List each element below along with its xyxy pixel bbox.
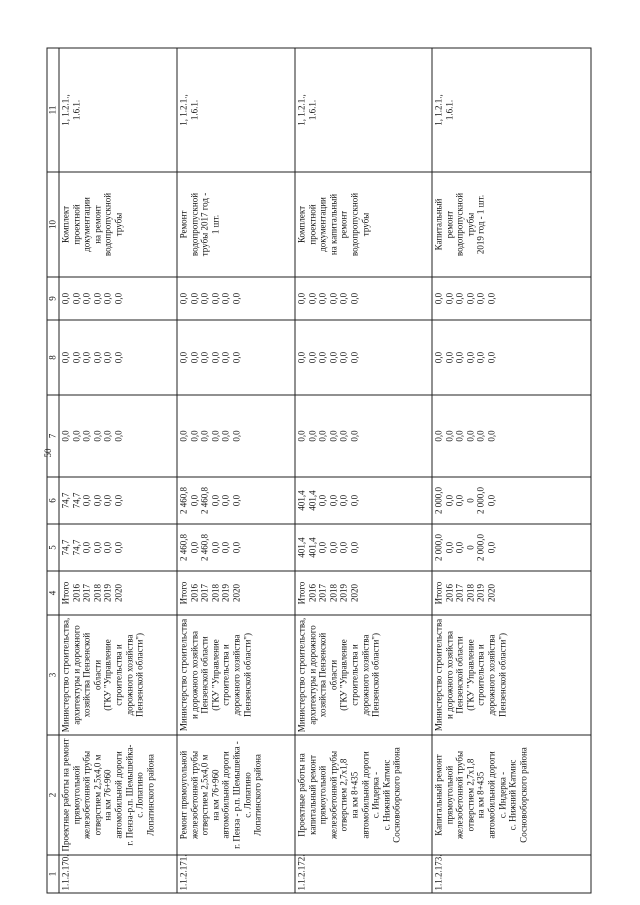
table-row [177,48,295,893]
header-cell: 4 [47,571,59,615]
table-row [432,48,591,893]
row-col5: 401,4 401,4 0,0 0,0 0,0 0,0 [295,524,432,571]
row-result: Капитальный ремонт водопропускной трубы 2019 год - 1 шт. [432,172,591,277]
row-executor: Министерство строительства и дорожного хозяйства Пензенской области (ГКУ "Управление строительства и дорожного хозяйства Пензенской области") [432,615,591,735]
header-cell: 5 [47,524,59,571]
row-ref: 1, 1.2.1., 1.6.1. [59,48,177,172]
row-years: Итого 2016 2017 2018 2019 2020 [432,571,591,615]
row-col6: 74,7 74,7 0,0 0,0 0,0 0,0 [59,477,177,524]
row-executor: Министерство строительства, архитектуры и дорожного хозяйства Пензенской области (ГКУ "Управление строительства и дорожного хозяйства Пензенской области") [59,615,177,735]
row-code: 1.1.2.172. [295,855,432,893]
header-cell: 6 [47,477,59,524]
row-col9: 0,0 0,0 0,0 0,0 0,0 0,0 [177,277,295,320]
row-result: Комплект проектной документации на ремонт водопропускной трубы [59,172,177,277]
row-code: 1.1.2.170. [59,855,177,893]
row-years: Итого 2016 2017 2018 2019 2020 [295,571,432,615]
header-cell: 10 [47,172,59,277]
row-col9: 0,0 0,0 0,0 0,0 0,0 0,0 [59,277,177,320]
row-years: Итого 2016 2017 2018 2019 2020 [177,571,295,615]
header-cell: 7 [47,395,59,477]
row-col5: 2 460,8 0,0 2 460,8 0,0 0,0 0,0 [177,524,295,571]
header-row [47,48,59,893]
row-col8: 0,0 0,0 0,0 0,0 0,0 0,0 [432,320,591,395]
row-col7: 0,0 0,0 0,0 0,0 0,0 0,0 [432,395,591,477]
row-col5: 74,7 74,7 0,0 0,0 0,0 0,0 [59,524,177,571]
row-name: Капитальный ремонт прямоугольной железобетонной трубы отверстием 2,7х1,8 на км 8+435 автомобильной дороги с. Индерка - с. Нижний Катмис Сосновоборского района [432,735,591,855]
row-col7: 0,0 0,0 0,0 0,0 0,0 0,0 [177,395,295,477]
program-table [47,48,592,894]
row-col9: 0,0 0,0 0,0 0,0 0,0 0,0 [295,277,432,320]
header-cell: 8 [47,320,59,395]
row-name: Проектные работы на ремонт прямоугольной железобетонной трубы отверстием 2,5х4,0 м на км 76+960 автомобильной дороги г. Пенза-р.п. Шемышейка- с. Лопатино Лопатинского района [59,735,177,855]
row-code: 1.1.2.173. [432,855,591,893]
row-col6: 2 000,0 0,0 0,0 0 2 000,0 0,0 [432,477,591,524]
row-col6: 2 460,8 0,0 2 460,8 0,0 0,0 0,0 [177,477,295,524]
header-cell: 11 [47,48,59,172]
row-col7: 0,0 0,0 0,0 0,0 0,0 0,0 [295,395,432,477]
row-col8: 0,0 0,0 0,0 0,0 0,0 0,0 [177,320,295,395]
row-name: Проектные работы на капитальный ремонт прямоугольной железобетонной трубы отверстием 2,7х1,8 на км 8+435 автомобильной дороги с. Индерка - с. Нижний Катмис Сосновоборского района [295,735,432,855]
rotated-table-container [47,49,592,894]
row-col9: 0,0 0,0 0,0 0,0 0,0 0,0 [432,277,591,320]
row-executor: Министерство строительства и дорожного хозяйства Пензенской области (ГКУ "Управление строительства и дорожного хозяйства Пензенской области") [177,615,295,735]
row-col7: 0,0 0,0 0,0 0,0 0,0 0,0 [59,395,177,477]
header-cell: 9 [47,277,59,320]
table-row [59,48,177,893]
row-years: Итого 2016 2017 2018 2019 2020 [59,571,177,615]
row-result: Комплект проектной документации на капитальный ремонт водопропускной трубы [295,172,432,277]
header-cell: 2 [47,735,59,855]
row-ref: 1, 1.2.1., 1.6.1. [295,48,432,172]
row-executor: Министерство строительства, архитектуры и дорожного хозяйства Пензенской области (ГКУ "Управление строительства и дорожного хозяйства Пензенской области") [295,615,432,735]
row-result: Ремонт водопропускной трубы 2017 год - 1 шт. [177,172,295,277]
row-code: 1.1.2.171. [177,855,295,893]
table-row [295,48,432,893]
row-col5: 2 000,0 0,0 0,0 0 2 000,0 0,0 [432,524,591,571]
header-cell: 3 [47,615,59,735]
row-name: Ремонт прямоугольной железобетонной трубы отверстием 2,5х4,0 м на км 76+960 автомобильной дороги г. Пенза - р.п. Шемышейка - с. Лопатино Лопатинского района [177,735,295,855]
page-number: 50 [43,448,53,458]
row-ref: 1, 1.2.1., 1.6.1. [432,48,591,172]
header-cell: 1 [47,855,59,893]
row-ref: 1, 1.2.1., 1.6.1. [177,48,295,172]
row-col6: 401,4 401,4 0,0 0,0 0,0 0,0 [295,477,432,524]
row-col8: 0,0 0,0 0,0 0,0 0,0 0,0 [295,320,432,395]
row-col8: 0,0 0,0 0,0 0,0 0,0 0,0 [59,320,177,395]
